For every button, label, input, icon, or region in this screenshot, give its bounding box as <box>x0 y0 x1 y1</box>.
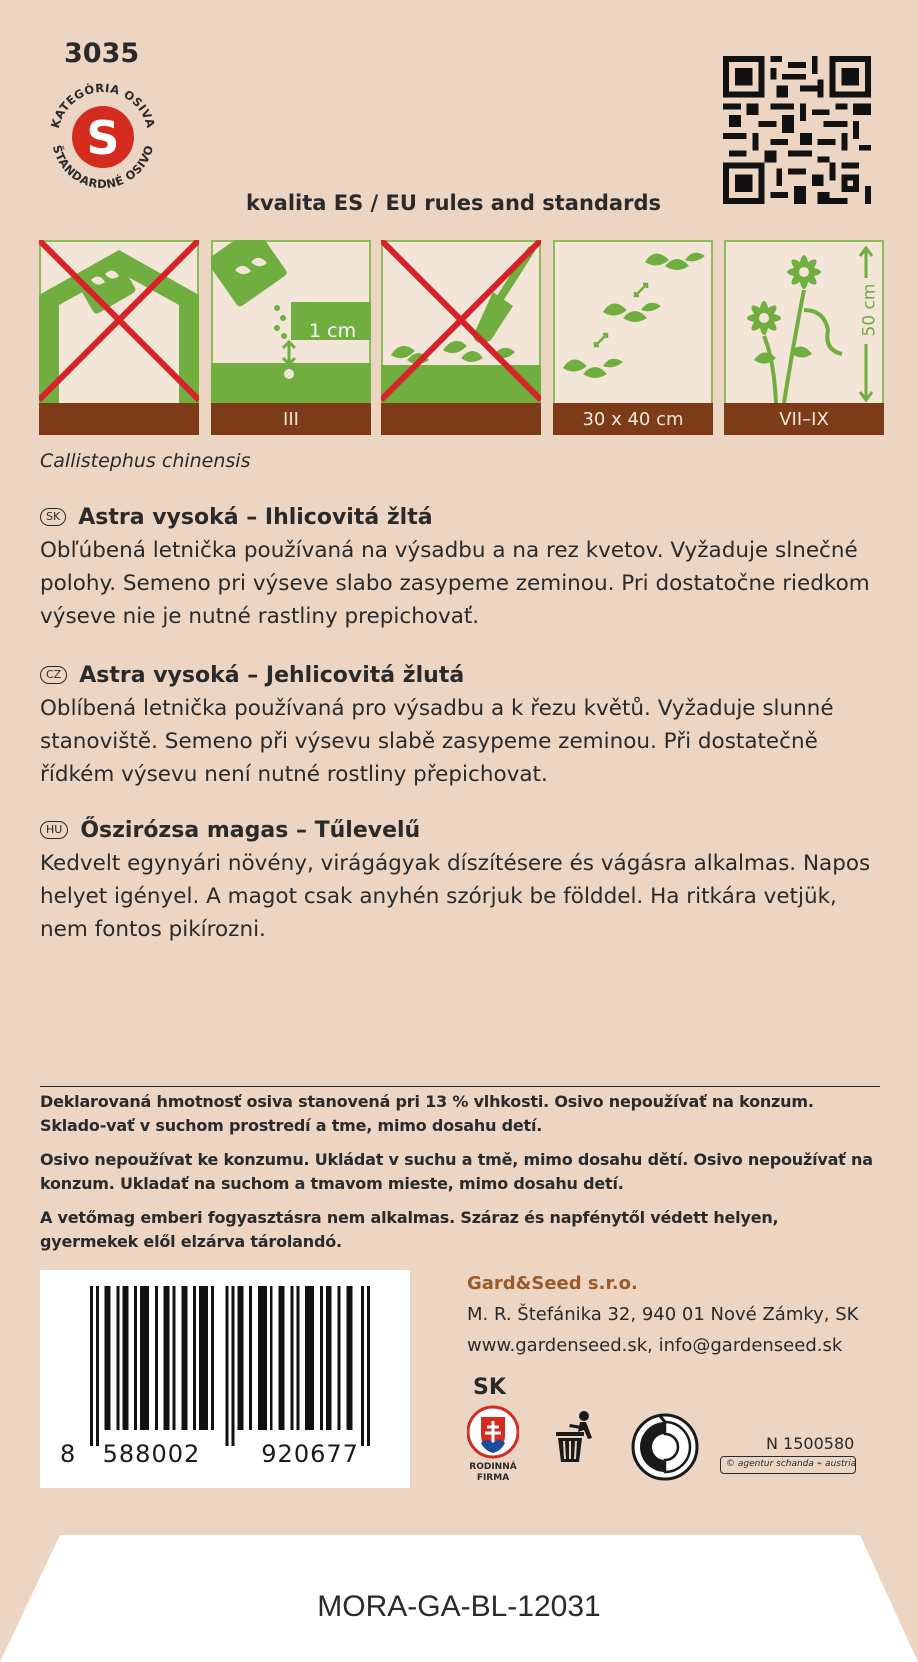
barcode-bars-icon <box>90 1286 370 1446</box>
sowing-depth-icon <box>211 240 371 435</box>
height-label: 50 cm <box>859 283 880 337</box>
qr-code-icon[interactable] <box>722 56 872 204</box>
legal-text-cz-sk: Osivo nepoužívat ke konzumu. Ukládat v suchu a tmě, mimo dosahu dětí. Osivo nepoužívať na konzum. Ukladať na suchom a tmavom mieste, mimo dosahu detí. <box>40 1150 873 1193</box>
print-reference-code: MORA-GA-BL-12031 <box>317 1590 601 1623</box>
company-web[interactable]: www.gardenseed.sk, info@gardenseed.sk <box>467 1335 843 1356</box>
divider <box>40 1086 880 1087</box>
spacing-label: 30 x 40 cm <box>582 409 684 430</box>
language-badge-cz: CZ <box>40 666 67 684</box>
sowing-month-label: III <box>283 409 299 430</box>
agency-label: © agentur schanda ⌁ austria <box>720 1456 856 1474</box>
description-text-sk: Obľúbená letnička používaná na výsadbu a na rez kvetov. Vyžaduje slnečné polohy. Semeno pri výseve slabo zasypeme zeminou. Pri dostatočne riedkom výseve nie je nutné rastliny prepichovať. <box>40 538 870 629</box>
description-cz <box>40 660 880 791</box>
product-code: 3035 <box>64 38 140 69</box>
description-text-hu: Kedvelt egynyári növény, virágágyak díszítésere és vágásra alkalmas. Napos helyet igényel. A magot csak anyhén szórjuk be földdel. Ha ritkára vetjük, nem fontos pikírozni. <box>40 851 871 942</box>
language-badge-sk: SK <box>40 508 66 526</box>
description-sk <box>40 502 880 633</box>
spacing-icon <box>553 240 713 435</box>
language-badge-hu: HU <box>40 821 68 839</box>
barcode-digits-left: 588002 <box>102 1440 201 1468</box>
seed-category-badge-icon <box>36 70 170 204</box>
sowing-depth-label: 1 cm <box>309 320 357 342</box>
family-company-label: RODINNÁ FIRMA <box>469 1462 517 1483</box>
barcode-digit-lead: 8 <box>60 1440 77 1468</box>
description-text-cz: Oblíbená letnička používaná pro výsadbu a k řezu květů. Vyžaduje slunné stanoviště. Semeno při výsevu slabě zasypeme zeminou. Při dostatečně řídkém výsevu není nutné rostliny přepichovat. <box>40 696 834 787</box>
barcode <box>40 1270 410 1488</box>
slovak-family-company-icon <box>467 1403 519 1461</box>
badge-top-arc: KATEGÓRIA OSIVA <box>47 80 159 130</box>
transplanting-icon <box>381 240 541 435</box>
product-title-hu: Őszirózsa magas – Tűlevelű <box>80 817 421 843</box>
flowering-height-icon <box>724 240 884 435</box>
latin-name: Callistephus chinensis <box>40 450 251 472</box>
description-hu <box>40 815 880 946</box>
product-title-cz: Astra vysoká – Jehlicovitá žlutá <box>79 662 465 688</box>
barcode-digits-right: 920677 <box>261 1440 359 1468</box>
recycle-bin-icon <box>550 1408 606 1464</box>
registration-code: N 1500580 <box>766 1434 855 1453</box>
flowering-months-label: VII–IX <box>779 409 829 430</box>
badge-letter: S <box>86 111 120 165</box>
country-label: SK <box>473 1375 506 1400</box>
product-title-sk: Astra vysoká – Ihlicovitá žltá <box>78 504 433 530</box>
legal-text-sk: Deklarovaná hmotnosť osiva stanovená pri 13 % vlhkosti. Osivo nepoužívať na konzum. Sklado-vať v suchom prostredí a tme, mimo dosahu detí. <box>40 1092 814 1135</box>
company-name: Gard&Seed s.r.o. <box>467 1273 638 1294</box>
company-info <box>467 1268 858 1361</box>
legal-text-hu: A vetőmag emberi fogyasztásra nem alkalmas. Száraz és napfénytől védett helyen, gyermekek elől elzárva tárolandó. <box>40 1208 779 1251</box>
green-dot-recycling-icon <box>630 1412 700 1482</box>
eu-standards-label: kvalita ES / EU rules and standards <box>246 191 661 215</box>
badge-bottom-arc: ŠTANDARDNÉ OSIVO <box>49 143 157 192</box>
greenhouse-icon <box>39 240 199 435</box>
company-address: M. R. Štefánika 32, 940 01 Nové Zámky, SK <box>467 1304 859 1325</box>
